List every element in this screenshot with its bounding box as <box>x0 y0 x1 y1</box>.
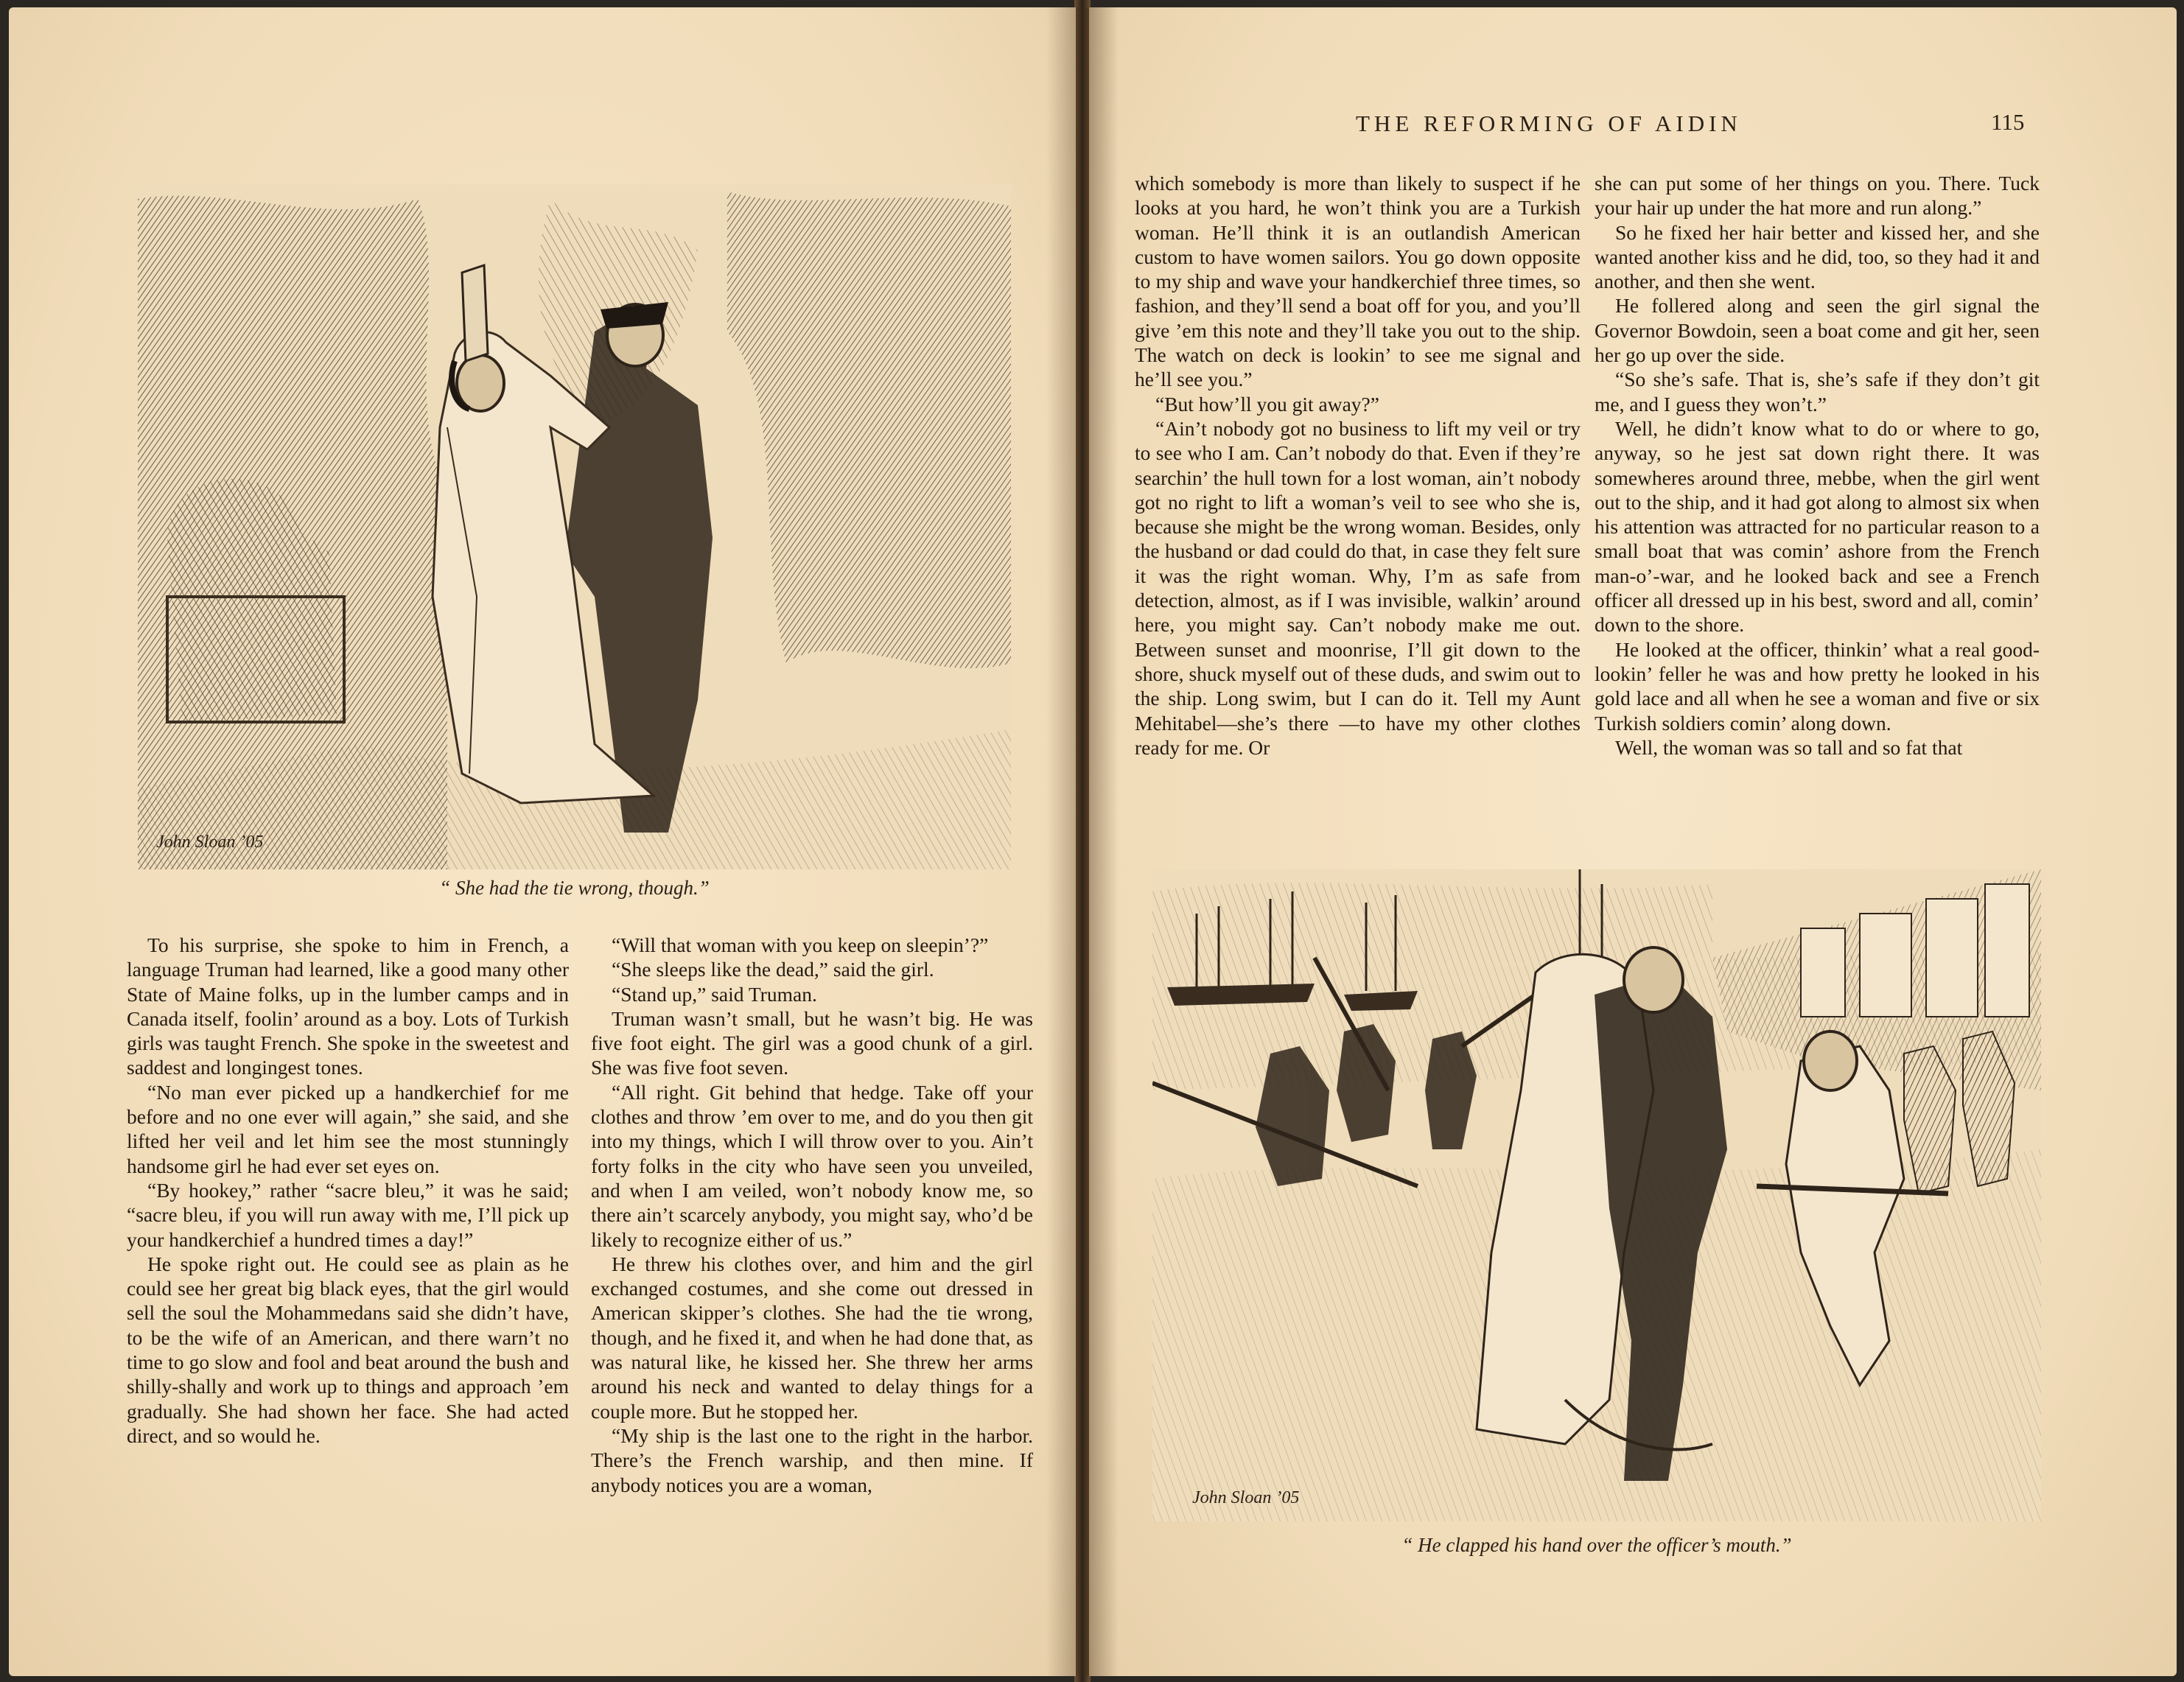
paragraph: “Will that woman with you keep on sleepin’?” <box>612 933 989 956</box>
paragraph: Well, he didn’t know what to do or where to go, anyway, so he jest sat down right there. It was somewheres around three, mebbe, when the girl went out to the ship, and it had got along to almost six when his attention was attracted for no particular reason to a small boat that was comin’ ashore from the French man-o’-war, and he looked back and see a French officer all dressed up in his best, sword and all, comin’ down to the shore. <box>1595 416 2040 637</box>
illustration-harbor <box>1152 869 2041 1521</box>
paragraph: “By hookey,” rather “sacre bleu,” it was he said; “sacre bleu, if you will run away with me, I’ll pick up your handkerchief a hundred times a day!” <box>127 1178 569 1251</box>
paragraph: Truman wasn’t small, but he wasn’t big. He was five foot eight. The girl was a good chunk of a girl. She was five foot seven. <box>591 1006 1033 1079</box>
running-head: THE REFORMING OF AIDIN <box>1356 111 1742 136</box>
paragraph: “But how’ll you git away?” <box>1155 392 1379 416</box>
paragraph: “She sleeps like the dead,” said the girl. <box>612 958 934 981</box>
illustration-signature: John Sloan ’05 <box>1192 1488 1300 1507</box>
paragraph: “Stand up,” said Truman. <box>612 982 817 1006</box>
gutter-shadow <box>1085 7 1119 1676</box>
illustration-signature: John Sloan ’05 <box>156 833 264 852</box>
text-column-1 <box>127 933 569 1448</box>
paragraph: He spoke right out. He could see as plain as he could see her great big black eyes, that the girl would sell the soul the Mohammedans said she didn’t have, to be the wife of an American, and there warn’t no time to go slow and fool and beat around the bush and shilly-shally and work up to things and approach ’em gradually. She had shown her face. She had acted direct, and so would he. <box>127 1252 569 1447</box>
left-page <box>9 7 1076 1676</box>
illustration-garden <box>138 184 1011 869</box>
paragraph: He looked at the officer, thinkin’ what a real good-lookin’ feller he was and how pretty he looked in his gold lace and all when he see a woman and five or six Turkish soldiers comin’ along down. <box>1595 637 2040 735</box>
paragraph: she can put some of her things on you. There. Tuck your hair up under the hat more and run along.” <box>1595 172 2040 220</box>
paragraph: “All right. Git behind that hedge. Take off your clothes and throw ’em over to me, and do you then git into my things, which I will throw over to you. Ain’t forty folks in the city who have seen you unveiled, and when I am veiled, won’t nobody know me, so there ain’t scarcely anybody, you might say, who’d be likely to recognize either of us.” <box>591 1080 1033 1251</box>
gutter-shadow <box>1046 7 1079 1676</box>
illustration-caption: “ She had the tie wrong, though.” <box>439 877 710 899</box>
paragraph: He follered along and seen the girl signal the Governor Bowdoin, seen a boat come and git her, seen her go up over the side. <box>1595 294 2040 367</box>
right-page <box>1089 7 2177 1676</box>
illustration-caption: “ He clapped his hand over the officer’s mouth.” <box>1401 1534 1792 1556</box>
paragraph: He threw his clothes over, and him and the girl exchanged costumes, and she come out dressed in American skipper’s clothes. She had the tie wrong, though, and he fixed it, and when he had done that, as was natural like, he kissed her. She threw her arms around his neck and wanted to delay things for a couple more. But he stopped her. <box>591 1252 1033 1423</box>
paragraph: “My ship is the last one to the right in the harbor. There’s the French warship, and then mine. If anybody notices you are a woman, <box>591 1423 1033 1496</box>
page-number: 115 <box>1991 109 2025 135</box>
paragraph: So he fixed her hair better and kissed her, and she wanted another kiss and he did, too, so they had it and another, and then she went. <box>1595 220 2040 293</box>
paragraph: “So she’s safe. That is, she’s safe if they don’t git me, and I guess they won’t.” <box>1595 368 2040 416</box>
paragraph: “No man ever picked up a handkerchief for me before and no one ever will again,” she said, and she lifted her veil and let him see the most stunningly handsome girl he had ever set eyes on. <box>127 1080 569 1177</box>
paragraph: “Ain’t nobody got no business to lift my veil or try to see who I am. Can’t nobody do that. Even if they’re searchin’ the hull town for a lost woman, ain’t nobody got no right to lift a woman’s veil to see who she is, because she might be the wrong woman. Besides, only the husband or dad could do that, in case they felt sure it was the right woman. Why, I’m as safe from detection, almost, as if I was invisible, walkin’ around here, you might say. Can’t nobody make me out. Between sunset and moonrise, I’ll git down to the shore, shuck myself out of these duds, and swim out to the ship. Long swim, but I can do it. Tell my Aunt Mehitabel—she’s there —to have my other clothes ready for me. Or <box>1135 416 1581 759</box>
paragraph: To his surprise, she spoke to him in French, a language Truman had learned, like a good many other State of Maine folks, up in the lumber camps and in Canada itself, foolin’ around as a boy. Lots of Turkish girls was taught French. She spoke in the sweetest and saddest and longingest tones. <box>127 933 569 1079</box>
text-column-4 <box>1595 171 2040 760</box>
text-column-2 <box>591 933 1033 1497</box>
paragraph: Well, the woman was so tall and so fat that <box>1615 735 1963 759</box>
text-column-3 <box>1135 171 1581 760</box>
paragraph: which somebody is more than likely to suspect if he looks at you hard, he won’t think you are a Turkish woman. He’ll think it is an outlandish American custom to have women sailors. You go down opposite to my ship and wave your handkerchief three times, so fashion, and they’ll send a boat off for you, and you’ll give ’em this note and they’ll take you out to the ship. The watch on deck is lookin’ to see me signal and he’ll see you.” <box>1135 172 1581 391</box>
